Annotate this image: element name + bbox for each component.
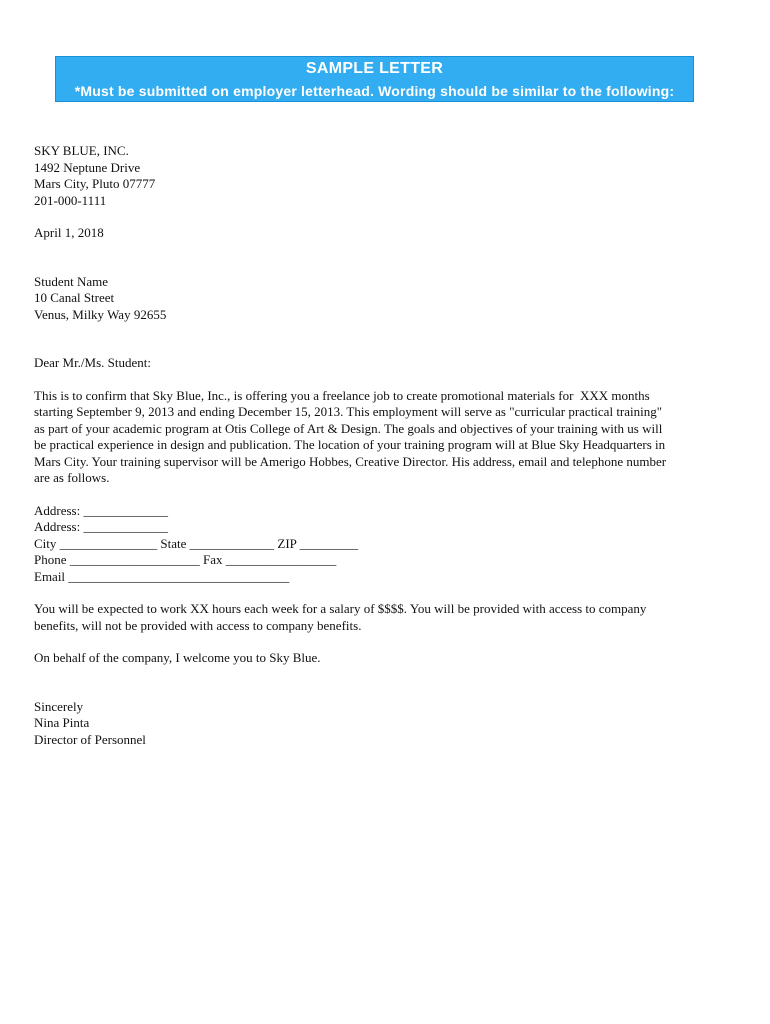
paragraph-line: as part of your academic program at Otis College of Art & Design. The goals and objectives of your training with us will	[34, 420, 663, 436]
company-name: SKY BLUE, INC.	[34, 143, 129, 158]
recipient-city: Venus, Milky Way 92655	[34, 306, 167, 322]
paragraph-line: Mars City. Your training supervisor will be Amerigo Hobbes, Creative Director. His address, email and telephone number	[34, 453, 667, 469]
paragraph-line: starting September 9, 2013 and ending December 15, 2013. This employment will serve as "curricular practical training"	[34, 404, 663, 419]
hours-paragraph	[34, 601, 724, 634]
company-street: 1492 Neptune Drive	[34, 159, 141, 175]
supervisor-contact-fields	[34, 503, 724, 586]
valediction: Sincerely	[34, 698, 84, 714]
recipient-street: 10 Canal Street	[34, 290, 115, 305]
phone-fax-field: Phone ____________________ Fax _________________	[34, 552, 337, 567]
address-field-1: Address: _____________	[34, 502, 168, 518]
salutation: Dear Mr./Ms. Student:	[34, 355, 151, 370]
sample-letter-banner	[55, 56, 694, 102]
offer-paragraph	[34, 388, 724, 487]
paragraph-line: benefits, will not be provided with access to company benefits.	[34, 617, 362, 633]
letter-body	[34, 143, 724, 748]
address-field-2: Address: _____________	[34, 519, 168, 534]
paragraph-line: You will be expected to work XX hours each week for a salary of $$$$. You will be provided with access to company	[34, 601, 647, 616]
banner-title: SAMPLE LETTER	[305, 60, 444, 77]
signature-block	[34, 699, 724, 749]
paragraph-line: This is to confirm that Sky Blue, Inc., is offering you a freelance job to create promotional materials for XXX months	[34, 387, 650, 403]
paragraph-line: are as follows.	[34, 470, 110, 485]
banner-subtitle: *Must be submitted on employer letterhead. Wording should be similar to the following:	[74, 83, 675, 99]
city-state-zip-field: City _______________ State _____________ ZIP _________	[34, 535, 359, 551]
letter-date: April 1, 2018	[34, 225, 104, 240]
signer-name: Nina Pinta	[34, 715, 90, 730]
recipient-address	[34, 274, 724, 324]
company-phone: 201-000-1111	[34, 192, 107, 208]
welcome-line: On behalf of the company, I welcome you to Sky Blue.	[34, 650, 321, 665]
letterhead	[34, 143, 724, 209]
company-city: Mars City, Pluto 07777	[34, 176, 156, 191]
recipient-name: Student Name	[34, 273, 109, 289]
paragraph-line: be practical experience in design and publication. The location of your training program will at Blue Sky Headquarters in	[34, 437, 666, 452]
email-field: Email __________________________________	[34, 568, 290, 584]
signer-title: Director of Personnel	[34, 731, 146, 747]
